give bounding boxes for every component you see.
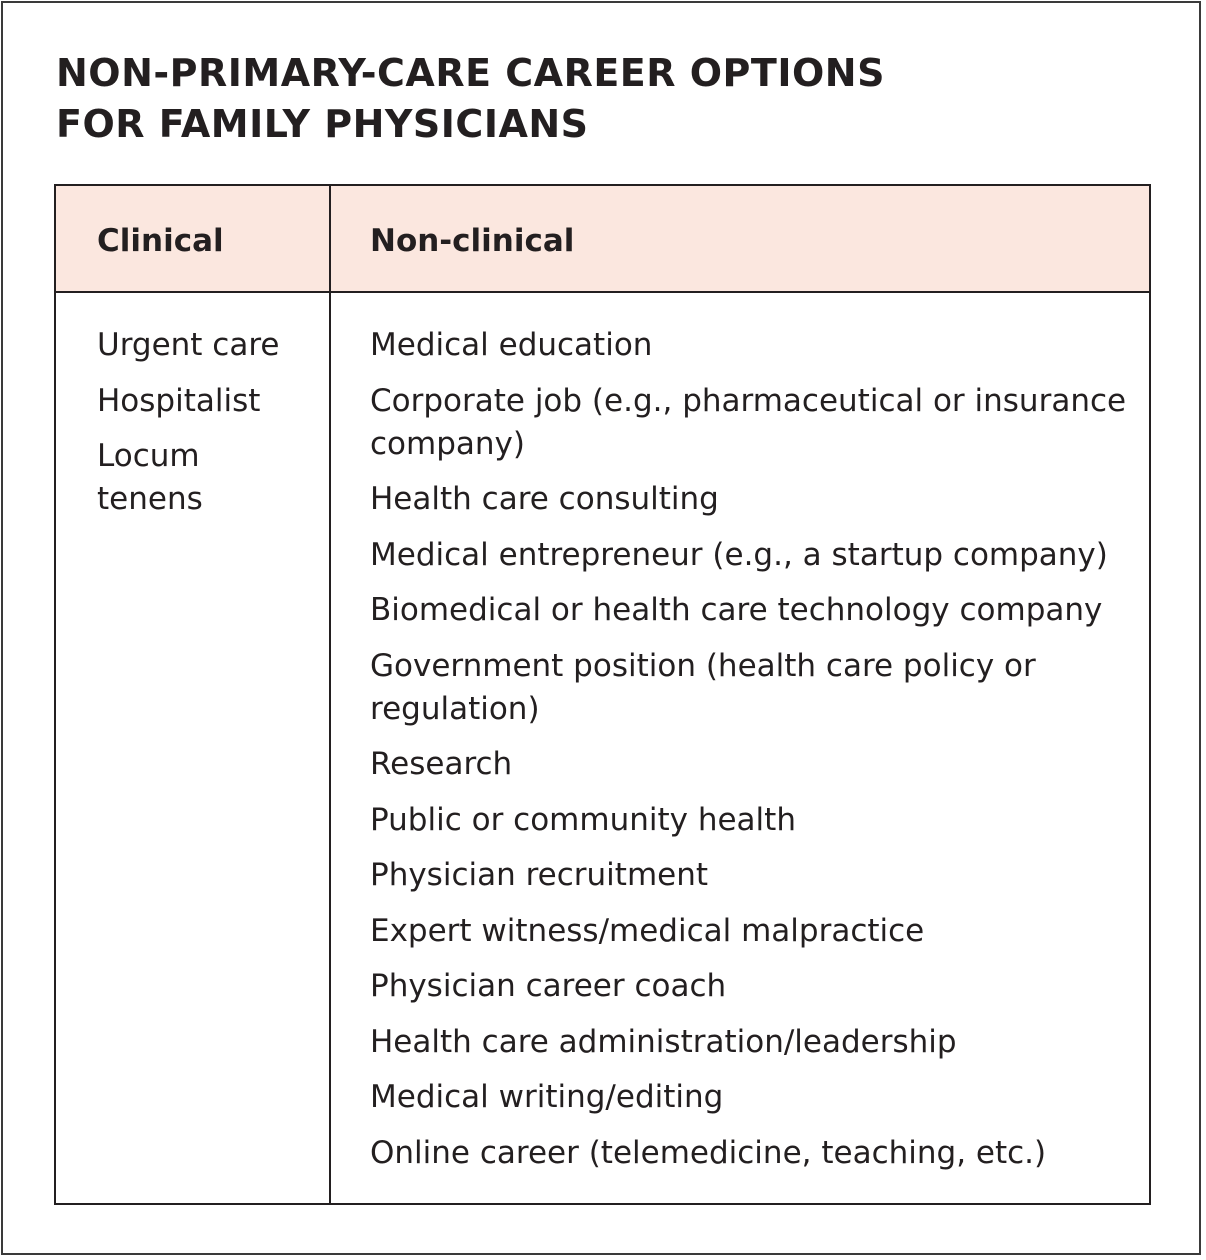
- column-header-non-clinical: Non-clinical: [370, 223, 575, 259]
- list-item: Biomedical or health care technology company: [370, 592, 1103, 628]
- clinical-list: [97, 324, 307, 534]
- list-item: Online career (telemedicine, teaching, etc.): [370, 1134, 1047, 1171]
- list-item: Health care administration/leadership: [370, 1023, 957, 1060]
- list-item: Urgent care: [97, 327, 280, 363]
- page-title: [56, 48, 885, 150]
- column-header-clinical: Clinical: [97, 223, 224, 259]
- list-item: Health care consulting: [370, 481, 719, 517]
- career-options-table: [54, 184, 1151, 1205]
- list-item: Medical writing/editing: [370, 1079, 724, 1115]
- title-line-1: NON-PRIMARY-CARE CAREER OPTIONS: [56, 51, 885, 95]
- column-divider: [329, 186, 331, 1203]
- list-item: Expert witness/medical malpractice: [370, 912, 925, 949]
- non-clinical-list: [370, 324, 1140, 1187]
- list-item: Corporate job (e.g., pharmaceutical or insurance company): [370, 382, 1127, 462]
- list-item: Research: [370, 746, 513, 782]
- list-item: Public or community health: [370, 801, 796, 838]
- title-line-2: FOR FAMILY PHYSICIANS: [56, 102, 589, 146]
- list-item: Government position (health care policy or regulation): [370, 647, 1036, 727]
- list-item: Medical education: [370, 327, 653, 363]
- table-header-row: [56, 186, 1149, 293]
- list-item: Hospitalist: [97, 382, 261, 419]
- list-item: Medical entrepreneur (e.g., a startup company): [370, 536, 1108, 573]
- list-item: Locum tenens: [97, 438, 203, 517]
- list-item: Physician career coach: [370, 968, 727, 1004]
- list-item: Physician recruitment: [370, 857, 709, 893]
